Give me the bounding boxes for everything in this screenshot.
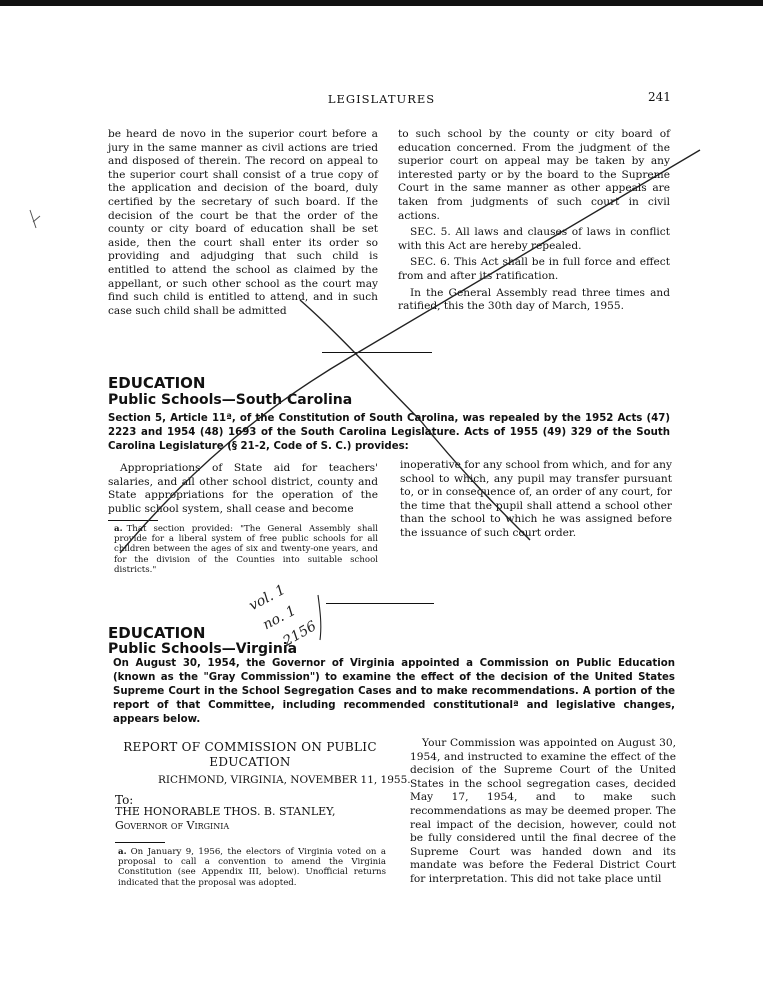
top-right-paragraph-3: SEC. 6. This Act shall be in full force and effect from and after its ratification. — [398, 256, 670, 282]
handwritten-page-ref: 2156 — [280, 618, 320, 650]
page-number: 241 — [648, 90, 671, 104]
report-title: REPORT OF COMMISSION ON PUBLIC EDUCATION — [123, 740, 377, 769]
sc-left-paragraph: Appropriations of State aid for teachers' salaries, and all other school district, county and State appropriations for the operation of the public school system, shall cease and become — [108, 462, 378, 515]
margin-mark — [30, 210, 40, 228]
top-right-paragraph-4: In the General Assembly read three times and ratified, this the 30th day of March, 1955. — [398, 286, 670, 313]
va-footnote-text: On January 9, 1956, the electors of Virginia voted on a proposal to call a convention to amend the Virginia Constitution (see Appendix III, below). Unofficial returns indicated that the proposal was adopted. — [118, 847, 386, 888]
top-right-paragraph-1: to such school by the county or city board of education concerned. From the judgment of the superior court on appeal may be taken by any interested party or by the board to the Supreme Court in the same manner as other appeals are taken from judgments of such court in civil actions. — [398, 128, 670, 222]
report-to-label: To: — [115, 793, 134, 807]
sc-footnote-mark: a. — [114, 524, 123, 534]
report-addressee-text: THE HONORABLE THOS. B. STANLEY, Governor of Virginia — [115, 805, 336, 832]
va-heading: EDUCATION — [108, 624, 206, 642]
report-dateline: RICHMOND, VIRGINIA, NOVEMBER 11, 1955. — [158, 774, 411, 786]
sc-subheading: Public Schools—South Carolina — [108, 392, 353, 408]
va-footnote-mark: a. — [118, 847, 127, 857]
sc-right-paragraph: inoperative for any school from which, and for any school to which, any pupil may transfer pursuant to, or in consequence of, an order of any court, for the time that the pupil shall attend a school other than the school to which he was assigned before the issuance of such court order. — [400, 459, 672, 539]
sc-footnote-text: That section provided: "The General Assembly shall provide for a liberal system of free public schools for all children between the ages of six and twenty-one years, and for the division of the Counties into suitable school districts." — [114, 524, 378, 575]
cross-strike-line — [300, 300, 530, 540]
sc-intro: Section 5, Article 11ª, of the Constitution of South Carolina, was repealed by the 1952 Acts (47) 2223 and 1954 (48) 1693 of the South Carolina Legislature. Acts of 1955 (49) 329 of the South Carolina Legislature (§ 21-2, Code of S. C.) provides: — [108, 413, 670, 452]
running-head: LEGISLATURES — [327, 92, 436, 106]
top-left-paragraph: be heard de novo in the superior court before a jury in the same manner as civil actions are tried and disposed of therein. The record on appeal to the superior court shall consist of a true copy of the application and decision of the board, duly certified by the secretary of such board. If the decision of the court be that the order of the county or city board of education shall be set aside, then the court shall enter its order so providing and adjudging that such child is entitled to attend the school as claimed by the appellant, or such other school as the court may find such child is entitled to attend, and in such case such child shall be admitted — [108, 128, 378, 317]
sc-heading: EDUCATION — [108, 374, 206, 392]
va-intro: On August 30, 1954, the Governor of Virginia appointed a Commission on Public Education (known as the "Gray Commission") to examine the effect of the decision of the United States Supreme Court in the School Segregation Cases and to make recommendations. A portion of the report of that Committee, including recommended constitutionalª and legislative changes, appears below. — [113, 658, 675, 725]
top-right-paragraph-2: SEC. 5. All laws and clauses of laws in conflict with this Act are hereby repealed. — [398, 226, 670, 252]
handwritten-number: no. 1 — [260, 602, 299, 634]
va-subheading: Public Schools—Virginia — [108, 641, 298, 657]
diagonal-strike-line — [120, 150, 700, 553]
handwritten-volume: vol. 1 — [246, 581, 289, 615]
handwriting-stroke — [318, 595, 321, 640]
va-right-paragraph: Your Commission was appointed on August 30, 1954, and instructed to examine the effect of the decision of the Supreme Court of the United States in the school segregation cases, decided May 17, 1954, and to make such recommendations as may be deemed proper. The real impact of the decision, however, could not be fully considered until the final decree of the Supreme Court was handed down and its mandate was before the Federal District Court for interpretation. This did not take place until — [410, 737, 676, 885]
